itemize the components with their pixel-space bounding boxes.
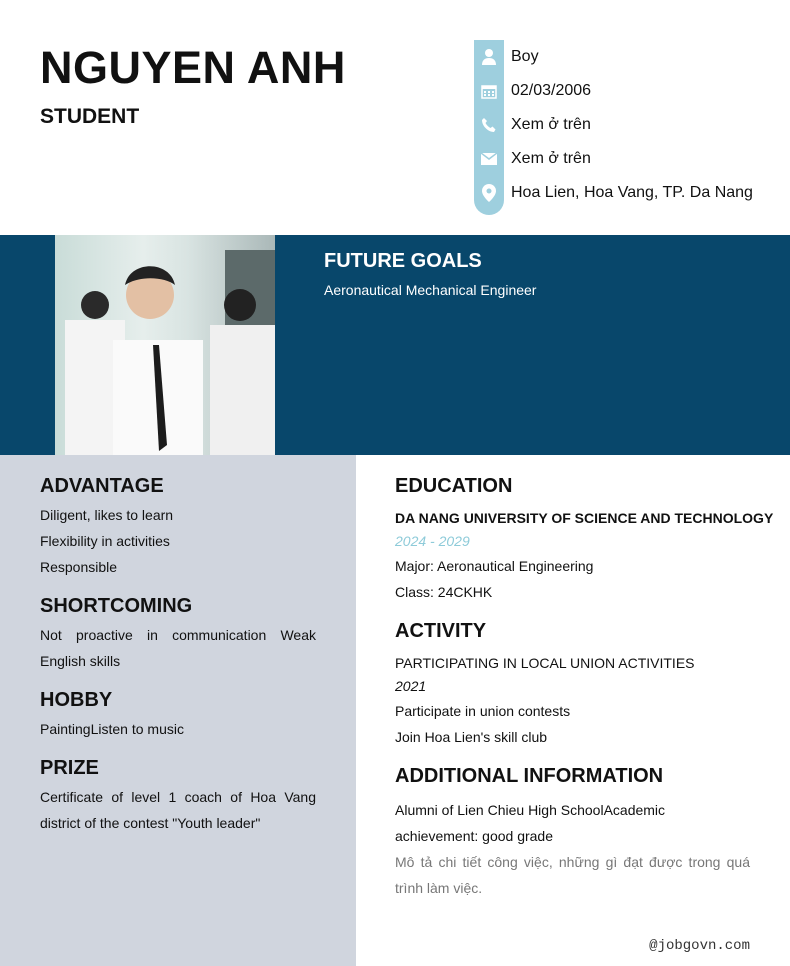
- education-school: DA NANG UNIVERSITY OF SCIENCE AND TECHNOLOGY: [395, 510, 774, 526]
- additional-placeholder: Mô tả chi tiết công việc, những gì đạt được trong quá trình làm việc.: [395, 854, 750, 896]
- activity-year: 2021: [395, 678, 427, 694]
- info-email-text: Xem ở trên: [511, 150, 591, 167]
- profile-photo: [55, 235, 275, 455]
- education-title: EDUCATION: [395, 475, 513, 497]
- info-phone: [474, 108, 591, 142]
- advantage-item: Responsible: [40, 559, 118, 575]
- info-phone-text: Xem ở trên: [511, 116, 591, 133]
- additional-text: Alumni of Lien Chieu High SchoolAcademic achievement: good grade: [395, 802, 666, 844]
- phone-icon: [474, 117, 504, 133]
- calendar-icon: [474, 84, 504, 99]
- hobby-title: HOBBY: [40, 689, 113, 711]
- candidate-role: STUDENT: [40, 105, 140, 128]
- additional-title: ADDITIONAL INFORMATION: [395, 765, 664, 787]
- activity-title: ACTIVITY: [395, 620, 487, 642]
- info-gender-text: Boy: [511, 48, 539, 65]
- education-major: Major: Aeronautical Engineering: [395, 558, 594, 574]
- info-address: [474, 176, 753, 210]
- candidate-name: NGUYEN ANH: [40, 42, 346, 93]
- person-icon: [474, 48, 504, 66]
- prize-text: Certificate of level 1 coach of Hoa Vang district of the contest "Youth leader": [40, 789, 316, 831]
- prize-title: PRIZE: [40, 757, 99, 779]
- education-class: Class: 24CKHK: [395, 584, 493, 600]
- advantage-title: ADVANTAGE: [40, 475, 164, 497]
- watermark: @jobgovn.com: [649, 938, 750, 954]
- shortcoming-title: SHORTCOMING: [40, 595, 193, 617]
- activity-item: Join Hoa Lien's skill club: [395, 729, 548, 745]
- info-email: [474, 142, 591, 176]
- education-period: 2024 - 2029: [395, 533, 470, 549]
- info-gender: [474, 40, 539, 74]
- advantage-item: Flexibility in activities: [40, 533, 170, 549]
- goals-title: FUTURE GOALS: [324, 250, 482, 272]
- info-address-text: Hoa Lien, Hoa Vang, TP. Da Nang: [511, 184, 753, 201]
- goals-text: Aeronautical Mechanical Engineer: [324, 282, 537, 298]
- mail-icon: [474, 153, 504, 165]
- activity-item: Participate in union contests: [395, 703, 571, 719]
- advantage-item: Diligent, likes to learn: [40, 507, 174, 523]
- info-birthdate: [474, 74, 591, 108]
- shortcoming-text: Not proactive in communication Weak English skills: [40, 627, 316, 669]
- hobby-text: PaintingListen to music: [40, 721, 184, 737]
- location-icon: [474, 184, 504, 202]
- activity-name: PARTICIPATING IN LOCAL UNION ACTIVITIES: [395, 655, 695, 671]
- info-birthdate-text: 02/03/2006: [511, 82, 592, 99]
